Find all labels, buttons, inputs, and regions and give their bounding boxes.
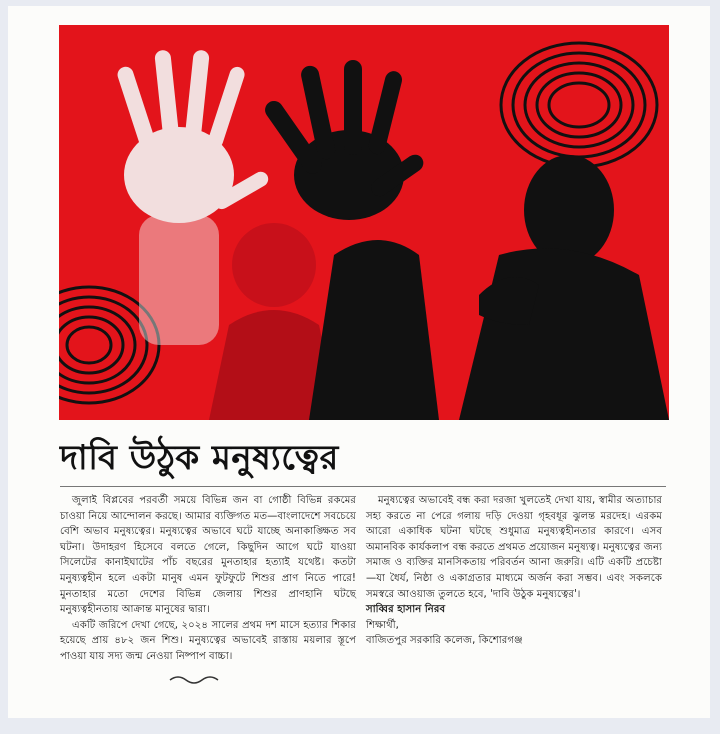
violence-against-child-illustration-icon bbox=[59, 25, 669, 420]
article-paragraph: একটি জরিপে দেখা গেছে, ২০২৪ সালের প্রথম দশ মাসে হত্যার শিকার হয়েছে প্রায় ৪৮২ জন শিশু। মনুষ্যত্বের অভাবেই রাস্তায় ময়লার স্তূপে পাওয়া যায় সদ্য জন্ম নেওয়া নিষ্পাপ বাচ্চা। bbox=[60, 619, 356, 662]
article-paragraph: জুলাই বিপ্লবের পরবর্তী সময়ে বিভিন্ন জন বা গোষ্ঠী বিভিন্ন রকমের চাওয়া নিয়ে আন্দোলন করছে। আমার ব্যক্তিগত মত—বাংলাদেশে সবচেয়ে বেশি অভাব মনুষ্যত্বের। মনুষ্যত্বের অভাবে ঘটে যাচ্ছে অনাকাঙ্ক্ষিত সব ঘটনা। উদাহরণ হিসেবে বলতে গেলে, কিছুদিন আগে ঘটে যাওয়া সিলেটের কানাইঘাটের পাঁচ বছরের মুনতাহার হত্যাই যথেষ্ট। কতটা মনুষ্যত্বহীন হলে একটা মানুষ এমন ফুটফুটে শিশুর প্রাণ নিতে পারে! মুনতাহার মতো দেশের বিভিন্ন জেলায় শিশুর প্রাণহানি ঘটছে মনুষ্যত্বহীনতায় আক্রান্ত মানুষের দ্বারা। bbox=[60, 495, 356, 616]
article-paragraph: মনুষ্যত্বের অভাবেই বন্ধ করা দরজা খুলতেই দেখা যায়, স্বামীর অত্যাচার সহ্য করতে না পেরে গলায় দড়ি দেওয়া গৃহবধূর ঝুলন্ত মরদেহ। এরকম আরো একাধিক ঘটনা ঘটছে শুধুমাত্র মনুষ্যত্বহীনতার কারণে। এসব অমানবিক কার্যকলাপ বন্ধ করতে প্রথমত প্রয়োজন মনুষ্যত্ব। মনুষ্যত্বের জন্য সমাজ ও ব্যক্তির মানসিকতায় পরিবর্তন আনা জরুরি। এটি একটি প্রচেষ্টা—যা ধৈর্য, নিষ্ঠা ও একাগ্রতার মাধ্যমে অর্জন করা সম্ভব। এবং সকলকে সমস্বরে আওয়াজ তুলতে হবে, 'দাবি উঠুক মনুষ্যত্বের'। bbox=[366, 495, 662, 600]
author-role: শিক্ষার্থী, bbox=[366, 619, 399, 631]
article-headline: দাবি উঠুক মনুষ্যত্বের bbox=[60, 438, 339, 478]
article-column-right bbox=[366, 493, 662, 649]
article-column-left bbox=[60, 493, 356, 665]
author-name: সাব্বির হাসান নিরব bbox=[366, 604, 446, 616]
end-mark-icon bbox=[168, 672, 228, 684]
author-signature bbox=[366, 602, 662, 649]
author-institution: বাজিতপুর সরকারি কলেজ, কিশোরগঞ্জ bbox=[366, 635, 523, 647]
divider bbox=[60, 486, 666, 487]
